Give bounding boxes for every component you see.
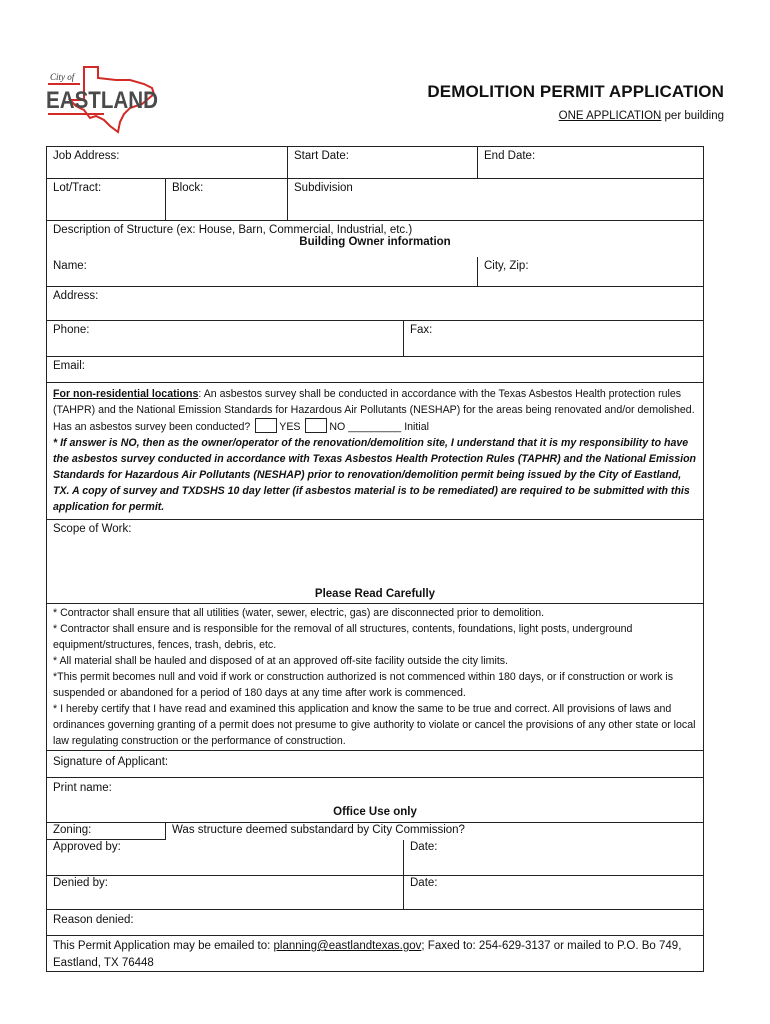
email-field[interactable]: Email: (53, 360, 85, 372)
read-carefully-heading: Please Read Carefully (314, 588, 436, 600)
row-job (47, 147, 703, 179)
row-zoning (47, 823, 703, 840)
page-subtitle (559, 110, 724, 122)
subdivision-field[interactable]: Subdivision (287, 179, 703, 220)
zoning-field[interactable]: Zoning: (47, 823, 165, 840)
approved-by-field[interactable]: Approved by: (53, 841, 121, 853)
row-description (47, 221, 703, 257)
reason-denied-field[interactable]: Reason denied: (53, 914, 134, 926)
yes-label: YES (279, 421, 301, 433)
description-label: Description of Structure (ex: House, Barn, Commercial, Industrial, etc.) (53, 224, 413, 236)
read-item: * All material shall be hauled and disposed of at an approved off-site facility outside the city limits. (53, 655, 508, 667)
row-reason (47, 910, 703, 936)
email-link[interactable]: planning@eastlandtexas.gov (273, 940, 422, 952)
row-lot (47, 179, 703, 221)
name-field[interactable]: Name: (53, 260, 87, 272)
asbestos-notice: * If answer is NO, then as the owner/operator of the renovation/demolition site, I understand that it is my responsibility to have the asbestos survey conducted in accordance with Texas Asbestos Health Protection Rules (TAPHR) and the National Emission Standards for Hazardous Air Pollutants (NESHAP) prior to renovation/demolition permit being issued by the City of Eastland, TX. A copy of survey and TXDSHS 10 day letter (if asbestos material is to be remediated) are required to be submitted with this application for permit. (53, 437, 697, 513)
yes-checkbox[interactable] (255, 418, 277, 433)
print-name-field[interactable]: Print name: (53, 782, 112, 794)
row-scope (47, 520, 703, 586)
row-denied (47, 876, 703, 910)
subtitle-underlined: ONE APPLICATION (558, 110, 662, 122)
row-address (47, 287, 703, 321)
asbestos-text: : An asbestos survey shall be conducted in accordance with the Texas Asbestos Health protection rules (TAHPR) and the National Emission Standards for Hazardous Air Pollutants (NESHAP) for the areas being renovated and/or demolished. Has an asbestos survey been conducted? (53, 388, 695, 433)
start-date-field[interactable]: Start Date: (287, 147, 477, 178)
substandard-question[interactable]: Was structure deemed substandard by City Commission? (165, 823, 703, 840)
description-field[interactable] (47, 221, 703, 257)
footer-row (47, 936, 703, 972)
office-use-heading: Office Use only (333, 806, 417, 818)
block-field[interactable]: Block: (165, 179, 287, 220)
row-signature (47, 751, 703, 778)
no-label: NO (329, 421, 346, 433)
fax-field[interactable]: Fax: (403, 321, 703, 356)
office-heading-row (47, 805, 703, 823)
approved-date-field[interactable]: Date: (403, 840, 703, 875)
page-title: DEMOLITION PERMIT APPLICATION (427, 82, 724, 101)
row-name (47, 257, 703, 287)
denied-by-field[interactable]: Denied by: (53, 877, 108, 889)
footer-text: This Permit Application may be emailed to: planning@eastlandtexas.gov; Faxed to: 254-629-3137 or mailed to P.O. Bo 749, Eastland, TX 76448 (53, 940, 682, 969)
row-phone (47, 321, 703, 357)
read-item: *This permit becomes null and void if work or construction authorized is not commenced within 180 days, or if construction or work is suspended or abandoned for a period of 180 days at any time after work is commenced. (53, 671, 674, 699)
subtitle-rest: per building (661, 110, 724, 122)
denied-date-field[interactable]: Date: (403, 876, 703, 909)
logo-city-of: City of (50, 72, 75, 82)
read-item: * I hereby certify that I have read and examined this application and know the same to be true and correct. All provisions of laws and ordinances governing granting of a permit does not presume to give authority to violate or cancel the provisions of any other state or local law regulating construction or the performance of construction. (53, 703, 696, 747)
signature-field[interactable]: Signature of Applicant: (53, 756, 169, 768)
lot-tract-field[interactable]: Lot/Tract: (53, 182, 102, 194)
permit-form (46, 146, 704, 972)
read-heading-row (47, 586, 703, 604)
job-address-field[interactable]: Job Address: (53, 150, 120, 162)
asbestos-paragraph (47, 383, 703, 518)
no-checkbox[interactable] (305, 418, 327, 433)
owner-info-heading: Building Owner information (299, 236, 451, 248)
initial-line[interactable]: _________ Initial (345, 421, 429, 433)
scope-of-work-field[interactable]: Scope of Work: (53, 523, 132, 535)
eastland-logo (44, 64, 162, 136)
asbestos-section (47, 383, 703, 520)
phone-field[interactable]: Phone: (53, 324, 90, 336)
read-item: * Contractor shall ensure and is responsible for the removal of all structures, contents, foundations, light posts, underground equipment/structures, fences, trash, debris, etc. (53, 623, 633, 651)
read-item: * Contractor shall ensure that all utilities (water, sewer, electric, gas) are disconnected prior to demolition. (53, 607, 545, 619)
address-field[interactable]: Address: (53, 290, 99, 302)
row-approved (47, 840, 703, 876)
asbestos-lead: For non-residential locations (53, 388, 199, 400)
read-items (47, 604, 703, 751)
city-zip-field[interactable]: City, Zip: (477, 257, 703, 286)
row-print-name (47, 778, 703, 805)
logo-eastland-text: EASTLAND (46, 87, 158, 114)
row-email (47, 357, 703, 383)
end-date-field[interactable]: End Date: (477, 147, 703, 178)
